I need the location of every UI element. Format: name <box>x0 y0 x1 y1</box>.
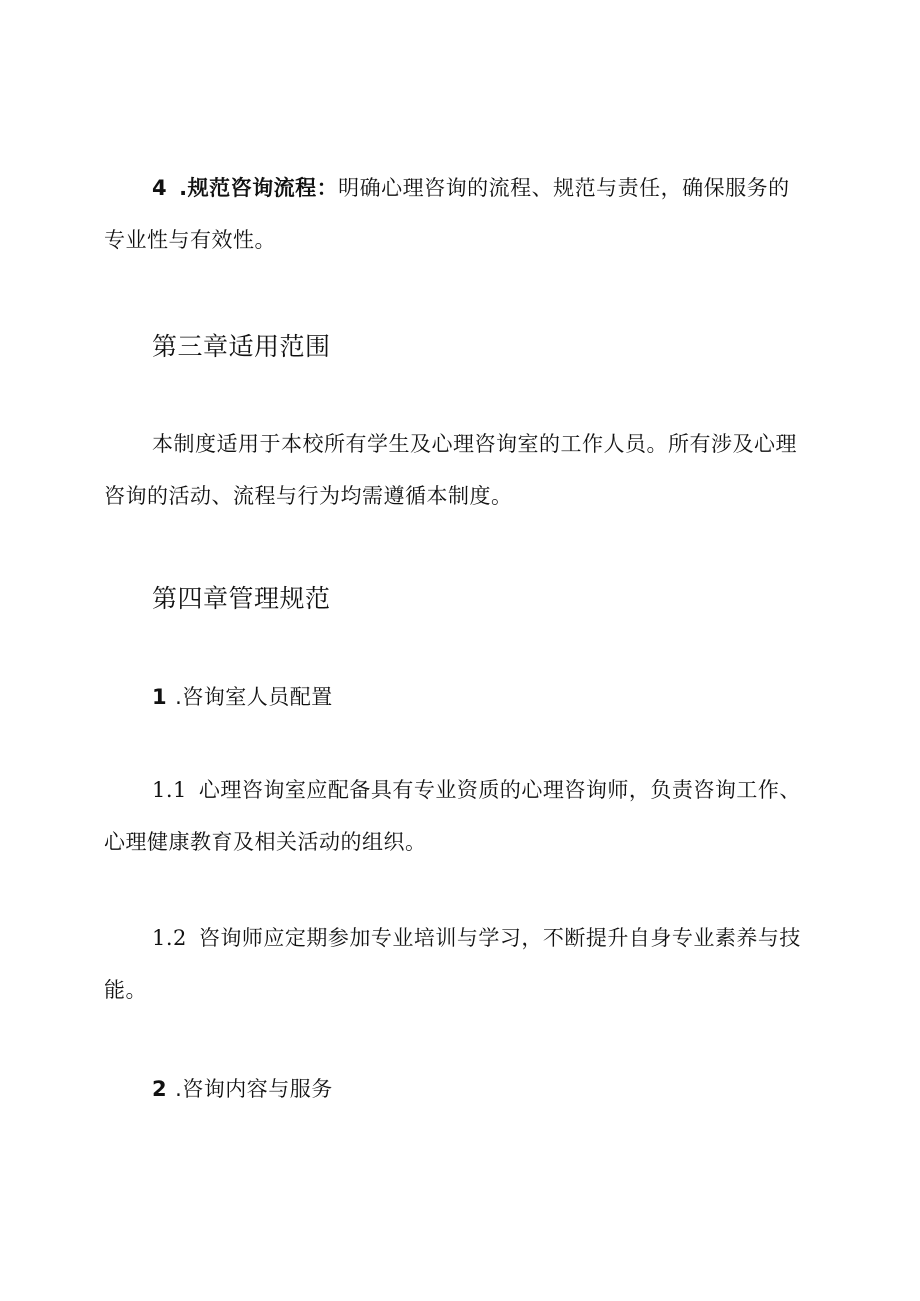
clause-1-1-paragraph <box>104 764 804 868</box>
item-4-title: .规范咨询流程： <box>179 176 339 200</box>
chapter-3-heading: 第三章适用范围 <box>152 332 331 361</box>
item-4-body: 明确心理咨询的流程、规范与责任，确保服务的专业性与有效性。 <box>104 176 790 252</box>
subsection-2-heading <box>152 1074 333 1104</box>
subsection-2-number: 2 <box>152 1077 168 1101</box>
item-4-paragraph <box>104 162 804 266</box>
subsection-1-number: 1 <box>152 685 168 709</box>
clause-1-2-paragraph <box>104 912 804 1016</box>
subsection-2-title: .咨询内容与服务 <box>175 1077 333 1101</box>
clause-1-1-body: 心理咨询室应配备具有专业资质的心理咨询师，负责咨询工作、心理健康教育及相关活动的组织。 <box>104 778 801 854</box>
subsection-1-title: .咨询室人员配置 <box>175 685 333 709</box>
clause-1-2-number: 1.2 <box>152 926 187 950</box>
subsection-1-heading <box>152 682 333 712</box>
chapter-3-body: 本制度适用于本校所有学生及心理咨询室的工作人员。所有涉及心理咨询的活动、流程与行为均需遵循本制度。 <box>104 432 797 508</box>
chapter-4-heading: 第四章管理规范 <box>152 584 331 613</box>
clause-1-1-number: 1.1 <box>152 778 187 802</box>
item-4-number: 4 <box>152 176 168 200</box>
clause-1-2-body: 咨询师应定期参加专业培训与学习，不断提升自身专业素养与技能。 <box>104 926 801 1002</box>
